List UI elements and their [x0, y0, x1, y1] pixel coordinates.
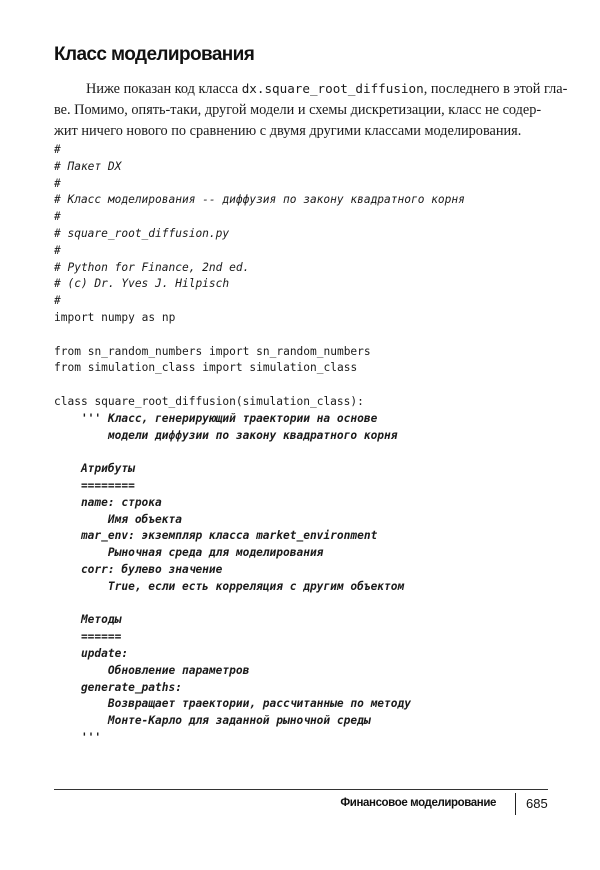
intro-paragraph: [54, 78, 568, 142]
footer-divider: [54, 789, 548, 790]
code-line: #: [54, 243, 61, 257]
code-line: mar_env: экземпляр класса market_environment: [54, 529, 378, 543]
intro-line-1: [54, 78, 568, 100]
code-listing: [54, 142, 465, 747]
code-line: #: [54, 176, 61, 190]
code-line: #: [54, 210, 61, 224]
code-line: # square_root_diffusion.py: [54, 226, 230, 240]
code-line: # Класс моделирования -- диффузия по закону квадратного корня: [54, 193, 465, 207]
code-line: Имя объекта: [54, 512, 182, 526]
code-line: generate_paths:: [54, 680, 182, 694]
code-line: [54, 377, 465, 394]
code-line: модели диффузии по закону квадратного корня: [54, 428, 398, 442]
code-line: class square_root_diffusion(simulation_class):: [54, 394, 364, 408]
page-number: 685: [526, 796, 548, 811]
code-line: import numpy as np: [54, 310, 176, 324]
code-line: [54, 444, 465, 461]
code-line: # Пакет DX: [54, 159, 122, 173]
code-line: Атрибуты: [54, 462, 135, 476]
code-line: [54, 596, 465, 613]
section-title: Класс моделирования: [54, 44, 255, 65]
code-line: True, если есть корреляция с другим объектом: [54, 579, 405, 593]
code-line: corr: булево значение: [54, 562, 223, 576]
inline-code-class-name: dx.square_root_diffusion: [241, 81, 424, 96]
code-line: Монте-Карло для заданной рыночной среды: [54, 714, 371, 728]
footer-chapter-title: Финансовое моделирование: [340, 797, 496, 809]
code-line: update:: [54, 646, 129, 660]
code-line: ========: [54, 478, 135, 492]
code-line: Обновление параметров: [54, 663, 250, 677]
code-line: Методы: [54, 613, 122, 627]
intro-text-before: Ниже показан код класса: [86, 81, 242, 97]
code-line: from simulation_class import simulation_class: [54, 361, 358, 375]
code-line: name: строка: [54, 495, 162, 509]
code-line: # Python for Finance, 2nd ed.: [54, 260, 250, 274]
footer-separator: [515, 793, 516, 815]
intro-line-2: ве. Помимо, опять-таки, другой модели и схемы дискретизации, класс не содер-: [54, 102, 542, 118]
code-line: from sn_random_numbers import sn_random_numbers: [54, 344, 371, 358]
intro-text-after: , последнего в этой гла-: [423, 81, 568, 97]
intro-line-3: жит ничего нового по сравнению с двумя другими классами моделирования.: [54, 123, 522, 139]
code-line: ''' Класс, генерирующий траектории на основе: [54, 411, 378, 425]
code-line: [54, 327, 465, 344]
code-line: ======: [54, 630, 122, 644]
code-line: #: [54, 143, 61, 156]
code-line: ''': [54, 730, 102, 744]
code-line: Возвращает траектории, рассчитанные по методу: [54, 697, 411, 711]
code-line: # (c) Dr. Yves J. Hilpisch: [54, 277, 230, 291]
code-line: #: [54, 294, 61, 308]
code-line: Рыночная среда для моделирования: [54, 546, 324, 560]
